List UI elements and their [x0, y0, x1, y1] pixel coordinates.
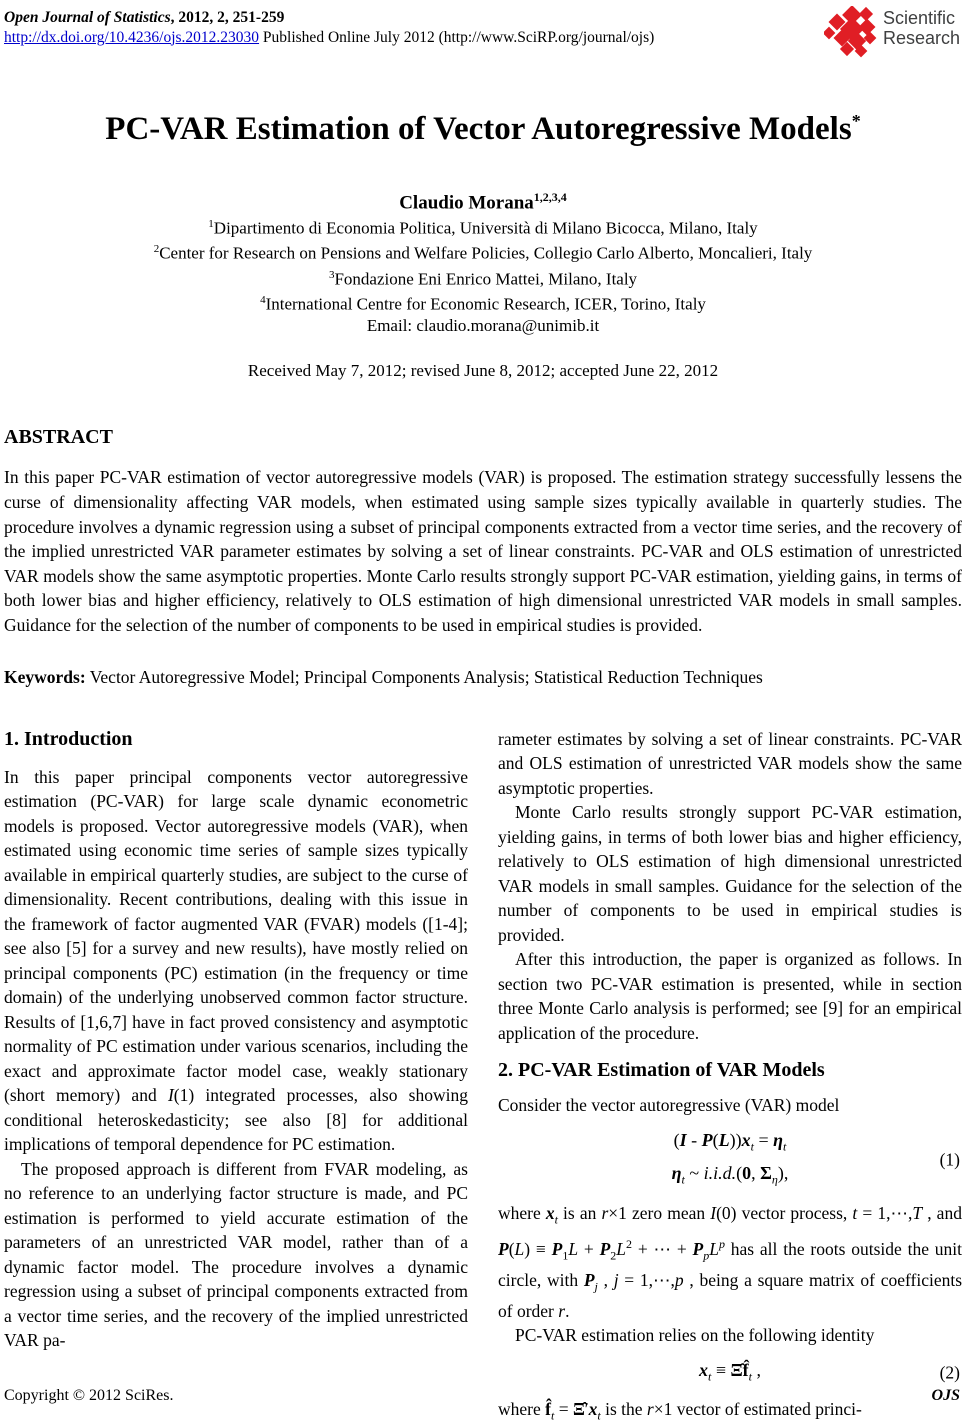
right-column — [498, 727, 962, 1428]
keywords-line — [4, 665, 962, 689]
equation-2-line: $x_t$ ≡ $\Xîf̂_t$ , — [698, 1359, 762, 1384]
journal-citation-block — [4, 6, 654, 47]
published-online-text: Published Online July 2012 (http://www.SciRP.org/journal/ojs) — [259, 28, 655, 46]
affiliation-text: International Centre for Economic Research, ICER, Torino, Italy — [265, 294, 706, 314]
author-name: Claudio Morana — [399, 192, 534, 214]
consider-paragraph: Consider the vector autoregressive (VAR) model — [498, 1095, 840, 1116]
journal-issue-info: , 2012, 2, 251-259 — [170, 9, 285, 26]
page-footer — [4, 1387, 960, 1405]
affiliation-text: Fondazione Eni Enrico Mattei, Milano, Italy — [334, 269, 638, 289]
affiliation-line — [4, 239, 962, 264]
left-column — [4, 727, 468, 1428]
logo-text-line2: Research — [882, 27, 960, 48]
doi-link[interactable]: http://dx.doi.org/10.4236/ojs.2012.23030 — [4, 28, 260, 46]
affiliation-sup: 1 — [208, 218, 214, 231]
identity-paragraph: PC-VAR estimation relies on the following identity — [515, 1325, 875, 1346]
scirp-logo-text — [883, 6, 960, 48]
equation-1-line-2: $\eta_t$ ~ i.i.d.(0, $\Sigma_\eta$), — [671, 1163, 789, 1187]
keywords-text: Vector Autoregressive Model; Principal Components Analysis; Statistical Reduction Techniques — [85, 666, 763, 687]
journal-abbreviation: OJS — [931, 1387, 960, 1404]
section-2-heading: 2. PC-VAR Estimation of VAR Models — [498, 1059, 825, 1082]
monte-carlo-paragraph: Monte Carlo results strongly support PC-VAR estimation, yielding gains, in terms of both lower bias and higher efficiency, relatively to OLS estimation of high dimensional unrestricted VAR models in small samples. Guidance for the selection of the number of components to be used in empirical studies is provided. — [498, 802, 962, 945]
affiliation-line — [4, 265, 962, 290]
journal-citation-line — [4, 8, 654, 28]
where-paragraph-2: where $f̂_t$ = $\Xî'x_t$ is the r×1 vector of estimated princi- — [498, 1399, 862, 1423]
section-1-heading: 1. Introduction — [4, 727, 133, 750]
abstract-heading: ABSTRACT — [4, 426, 113, 449]
page-header — [4, 6, 962, 60]
scirp-diamonds-icon — [824, 6, 878, 60]
abstract-text: In this paper PC-VAR estimation of vector autoregressive models (VAR) is proposed. The estimation strategy successfully lessens the curse of dimensionality affecting VAR models, when estimated using sample sizes typically available in quarterly studies. The procedure involves a dynamic regression using a subset of principal components extracted from a vector time series, and the recovery of the implied unrestricted VAR parameter estimates by solving a set of linear constraints. PC-VAR and OLS estimation of unrestricted VAR models show the same asymptotic properties. Monte Carlo results strongly support PC-VAR estimation, yielding gains, in terms of both lower bias and higher efficiency, relatively to OLS estimation of high dimensional unrestricted VAR models in small samples. Guidance for the selection of the number of components to be used in empirical studies is provided. — [4, 467, 962, 636]
title-footnote-mark: * — [851, 111, 861, 131]
author-affiliation-superscript: 1,2,3,4 — [533, 190, 567, 204]
affiliation-text: Dipartimento di Economia Politica, Università di Milano Bicocca, Milano, Italy — [213, 218, 758, 238]
affiliation-line — [4, 290, 962, 315]
affiliation-sup: 2 — [153, 243, 160, 256]
paper-title — [4, 102, 962, 148]
equation-1-number: (1) — [939, 1149, 960, 1170]
body-columns — [4, 727, 962, 1428]
logo-text-line1: Scientific — [882, 8, 955, 28]
journal-name: Open Journal of Statistics — [4, 9, 171, 26]
affiliation-line — [4, 214, 962, 239]
email-line: Email: claudio.morana@unimib.it — [366, 315, 600, 335]
author-line — [4, 186, 962, 214]
keywords-label: Keywords: — [4, 666, 86, 687]
equation-1 — [498, 1127, 962, 1194]
equation-2-number: (2) — [939, 1362, 960, 1383]
equation-2 — [498, 1357, 962, 1391]
doi-line — [4, 28, 654, 48]
affiliation-sup: 4 — [260, 293, 266, 306]
copyright-text: Copyright © 2012 SciRes. — [4, 1387, 174, 1404]
intro-paragraph-1: In this paper principal components vector autoregressive estimation (PC-VAR) for large scale dynamic econometric models is proposed. Vector autoregressive models (VAR), when estimated using economic time series of sample sizes typically available in empirical quarterly studies, are subject to the curse of dimensionality. Recent contributions, dealing with this issue in the framework of factor augmented VAR (FVAR) models ([1-4]; see also [5] for a survey and new results), have mostly relied on principal components (PC) estimation (in the frequency or time domain) of the underlying unobserved common factor structure. Results of [1,6,7] have in fact proved consistency and asymptotic normality of PC estimation under various scenarios, including the exact and approximate factor model case, weakly stationary (short memory) and I(1) integrated processes, also showing conditional heteroskedasticity; see also [8] for additional implications of temporal dependence for PC estimation. — [4, 766, 468, 1155]
received-line: Received May 7, 2012; revised June 8, 2012; accepted June 22, 2012 — [247, 361, 719, 381]
affiliation-sup: 3 — [328, 268, 335, 281]
affiliation-text: Center for Research on Pensions and Welfare Policies, Collegio Carlo Alberto, Moncalieri, Italy — [159, 244, 813, 264]
paper-title-text: PC-VAR Estimation of Vector Autoregressive Models — [105, 111, 852, 147]
where-paragraph-1: where $x_t$ is an r×1 zero mean I(0) vector process, t = 1,⋯,T , and $P(L) \equiv P_1L + P_2L^2$ + ⋯ + $P_pL^p$ has all the roots outside the unit circle, with $P_j$ , j = 1,⋯,p , being a square matrix of coefficients of order r. — [498, 1202, 963, 1321]
outline-paragraph: After this introduction, the paper is organized as follows. In section two PC-VAR estimation is presented, while in section three Monte Carlo analysis is performed; see [9] for an empirical application of the procedure. — [498, 949, 962, 1043]
continued-paragraph: rameter estimates by solving a set of linear constraints. PC-VAR and OLS estimation of unrestricted VAR models show the same asymptotic properties. — [498, 728, 962, 798]
equation-1-line-1: $(I - P(L))x_t = \eta_t$ — [673, 1129, 787, 1154]
intro-paragraph-2: The proposed approach is different from FVAR modeling, as no reference to an underlying factor structure is made, and PC estimation is performed to yield accurate estimation of the parameters of an unrestricted VAR model, rather than of a dynamic factor model. The procedure involves a dynamic regression using a subset of principal components extracted from a vector time series, and the recovery of the implied unrestricted VAR pa- — [4, 1158, 468, 1351]
scirp-logo — [824, 6, 960, 60]
